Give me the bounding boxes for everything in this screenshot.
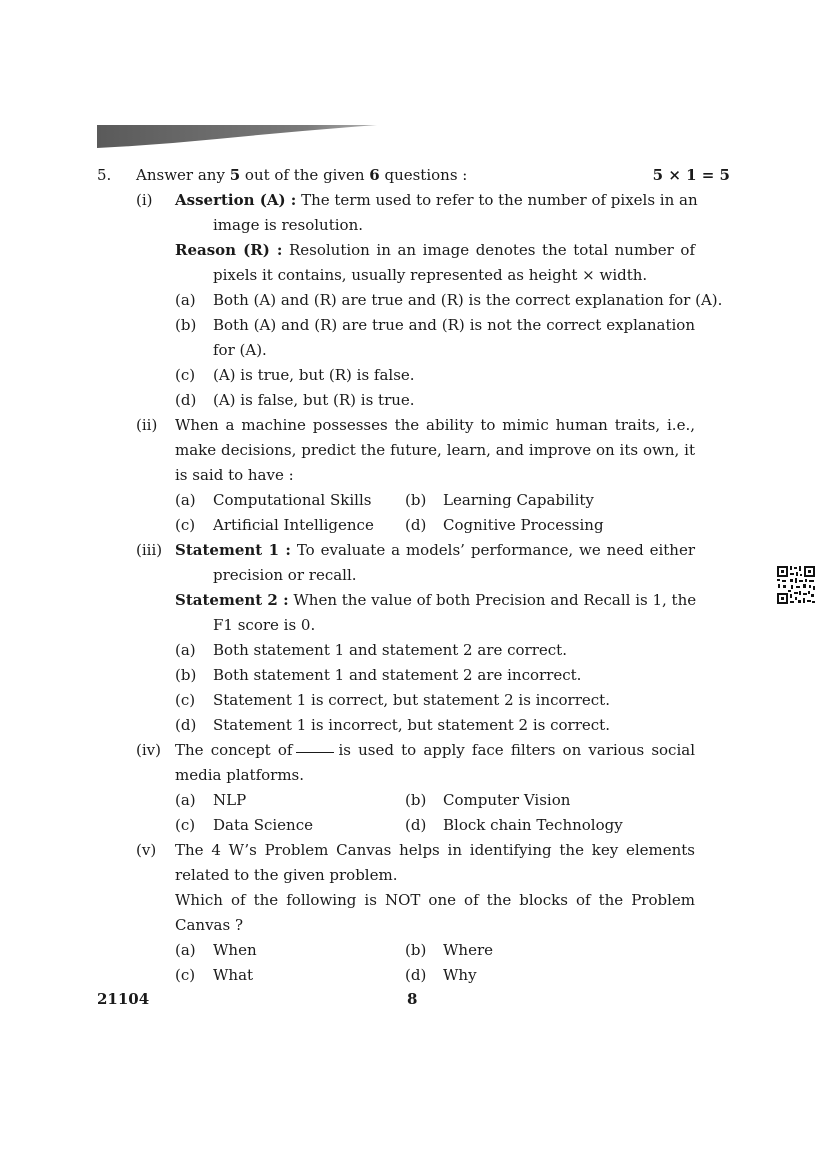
subquestion-number-iii: (iii) (136, 541, 163, 559)
option-text: Both (A) and (R) are true and (R) is the correct explanation for (A). (213, 291, 723, 309)
page-number: 8 (407, 990, 418, 1008)
option-label: (d) (175, 391, 197, 409)
question-text: When a machine possesses the ability to mimic human traits, i.e., (175, 416, 695, 434)
option-text: Both statement 1 and statement 2 are correct. (213, 641, 567, 659)
subquestion-number-ii: (ii) (136, 416, 158, 434)
question-instruction: Answer any 5 out of the given 6 questions : (136, 166, 468, 184)
option-label: (d) (405, 516, 427, 534)
question-text: Which of the following is NOT one of the blocks of the Problem (175, 891, 695, 909)
statement-1-text: Statement 1 : To evaluate a models’ performance, we need either (175, 541, 695, 559)
option-text: Computational Skills (213, 491, 372, 509)
option-text: (A) is true, but (R) is false. (213, 366, 415, 384)
option-label: (c) (175, 966, 196, 984)
question-text: make decisions, predict the future, learn, and improve on its own, it (175, 441, 695, 459)
option-text: (A) is false, but (R) is true. (213, 391, 415, 409)
option-text: Why (443, 966, 477, 984)
option-text: Computer Vision (443, 791, 571, 809)
option-label: (b) (405, 791, 427, 809)
question-text: The 4 W’s Problem Canvas helps in identifying the key elements (175, 841, 695, 859)
option-text: Statement 1 is incorrect, but statement 2 is correct. (213, 716, 610, 734)
question-text: The concept of is used to apply face filters on various social (175, 741, 695, 759)
option-text: What (213, 966, 254, 984)
option-label: (b) (175, 316, 197, 334)
option-label: (b) (405, 941, 427, 959)
subquestion-number-iv: (iv) (136, 741, 161, 759)
marks-allocation: 5 × 1 = 5 (652, 166, 730, 184)
option-text: Block chain Technology (443, 816, 623, 834)
option-text: Statement 1 is correct, but statement 2 is incorrect. (213, 691, 610, 709)
option-text: Both statement 1 and statement 2 are incorrect. (213, 666, 582, 684)
option-text-cont: for (A). (213, 341, 267, 359)
option-label: (d) (405, 816, 427, 834)
subquestion-number-v: (v) (136, 841, 157, 859)
option-text: Cognitive Processing (443, 516, 604, 534)
option-text: NLP (213, 791, 247, 809)
assertion-text-cont: image is resolution. (213, 216, 363, 234)
option-label: (c) (175, 691, 196, 709)
option-label: (b) (405, 491, 427, 509)
question-number: 5. (97, 166, 112, 184)
header-decoration-bar (97, 125, 377, 148)
question-text: is said to have : (175, 466, 294, 484)
subquestion-number-i: (i) (136, 191, 153, 209)
option-label: (c) (175, 366, 196, 384)
statement-2-text-cont: F1 score is 0. (213, 616, 316, 634)
option-label: (a) (175, 491, 196, 509)
option-text: Artificial Intelligence (213, 516, 374, 534)
question-text: related to the given problem. (175, 866, 398, 884)
option-text: Learning Capability (443, 491, 594, 509)
option-text: When (213, 941, 257, 959)
option-text: Data Science (213, 816, 313, 834)
qr-code-icon (776, 565, 816, 605)
option-text: Both (A) and (R) are true and (R) is not the correct explanation (213, 316, 695, 334)
option-label: (d) (175, 716, 197, 734)
option-label: (a) (175, 941, 196, 959)
assertion-text: Assertion (A) : The term used to refer to the number of pixels in an (175, 191, 698, 209)
option-label: (a) (175, 791, 196, 809)
option-label: (a) (175, 291, 196, 309)
paper-code: 21104 (97, 990, 150, 1008)
fill-in-blank (296, 751, 334, 753)
option-label: (c) (175, 816, 196, 834)
reason-text-cont: pixels it contains, usually represented as height × width. (213, 266, 648, 284)
option-label: (c) (175, 516, 196, 534)
statement-1-text-cont: precision or recall. (213, 566, 357, 584)
option-label: (d) (405, 966, 427, 984)
option-text: Where (443, 941, 494, 959)
question-text: Canvas ? (175, 916, 244, 934)
option-label: (b) (175, 666, 197, 684)
reason-text: Reason (R) : Resolution in an image denotes the total number of (175, 241, 695, 259)
statement-2-text: Statement 2 : When the value of both Precision and Recall is 1, the (175, 591, 697, 609)
question-text: media platforms. (175, 766, 305, 784)
option-label: (a) (175, 641, 196, 659)
